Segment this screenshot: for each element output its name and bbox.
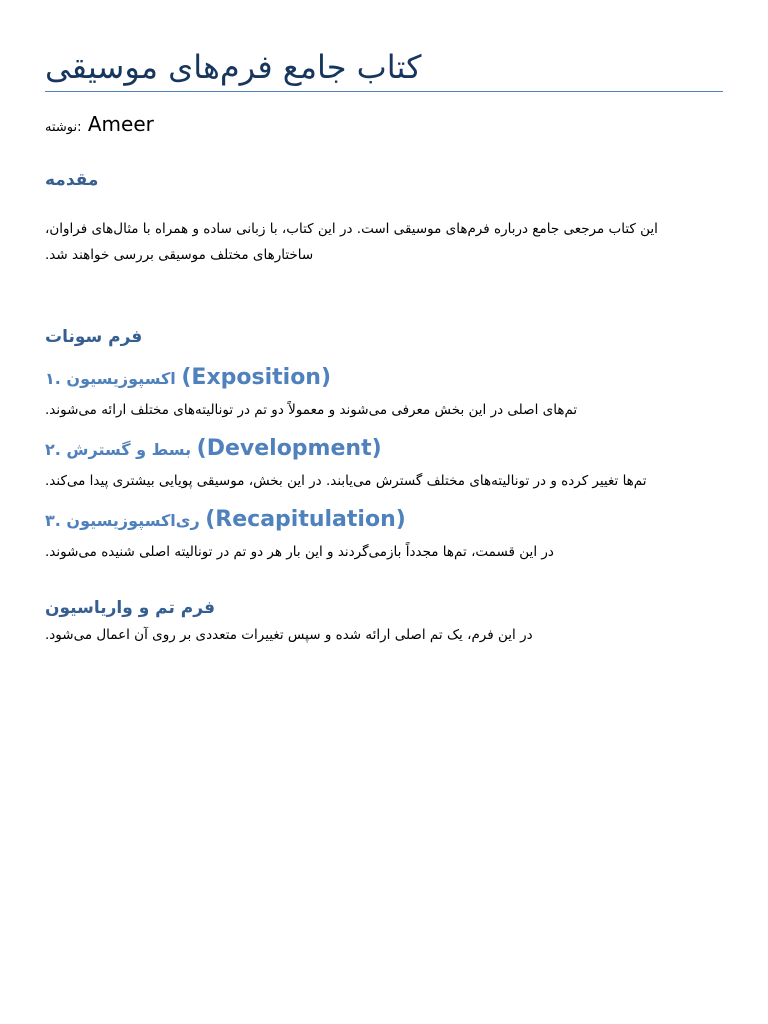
intro-heading: مقدمه [45, 170, 99, 190]
intro-line: این کتاب مرجعی جامع درباره فرم‌های موسیقی است. در این کتاب، با زبانی ساده و همراه با مثال‌های فراوان، [45, 221, 658, 237]
section-heading-recapitulation [45, 505, 406, 536]
section-text-exposition: تم‌های اصلی در این بخش معرفی می‌شوند و معمولاً دو تم در تونالیته‌های مختلف ارائه می‌شوند. [45, 402, 578, 418]
section-title-fa: اکسپوزیسیون [66, 369, 176, 388]
section-title-fa: ری‌اکسپوزیسیون [66, 511, 200, 530]
section-title-en: (Exposition) [181, 365, 332, 390]
section-number: ۲. [45, 440, 61, 459]
section-heading-exposition [45, 363, 331, 394]
section-number: ۱. [45, 369, 61, 388]
author-name: Ameer [87, 112, 154, 136]
author-line [45, 110, 154, 142]
theme-variation-text: در این فرم، یک تم اصلی ارائه شده و سپس تغییرات متعددی بر روی آن اعمال می‌شود. [45, 627, 533, 643]
sonata-heading: فرم سونات [45, 327, 143, 347]
section-title-en: (Development) [196, 436, 382, 461]
section-heading-development [45, 434, 382, 465]
section-text-recapitulation: در این قسمت، تم‌ها مجدداً بازمی‌گردند و این بار هر دو تم در تونالیته اصلی شنیده می‌شوند. [45, 544, 554, 560]
section-text-development: تم‌ها تغییر کرده و در تونالیته‌های مختلف گسترش می‌یابند. در این بخش، موسیقی پویایی بیشتری پیدا می‌کند. [45, 473, 647, 489]
page-title: کتاب جامع فرم‌های موسیقی [45, 48, 422, 86]
intro-paragraph [45, 216, 685, 268]
title-divider [45, 91, 723, 92]
section-number: ۳. [45, 511, 61, 530]
theme-variation-heading: فرم تم و واریاسیون [45, 598, 215, 618]
intro-line: ساختارهای مختلف موسیقی بررسی خواهند شد. [45, 247, 314, 263]
section-title-fa: بسط و گسترش [66, 440, 192, 459]
section-title-en: (Recapitulation) [205, 507, 406, 532]
author-label: نوشته: [45, 120, 82, 135]
